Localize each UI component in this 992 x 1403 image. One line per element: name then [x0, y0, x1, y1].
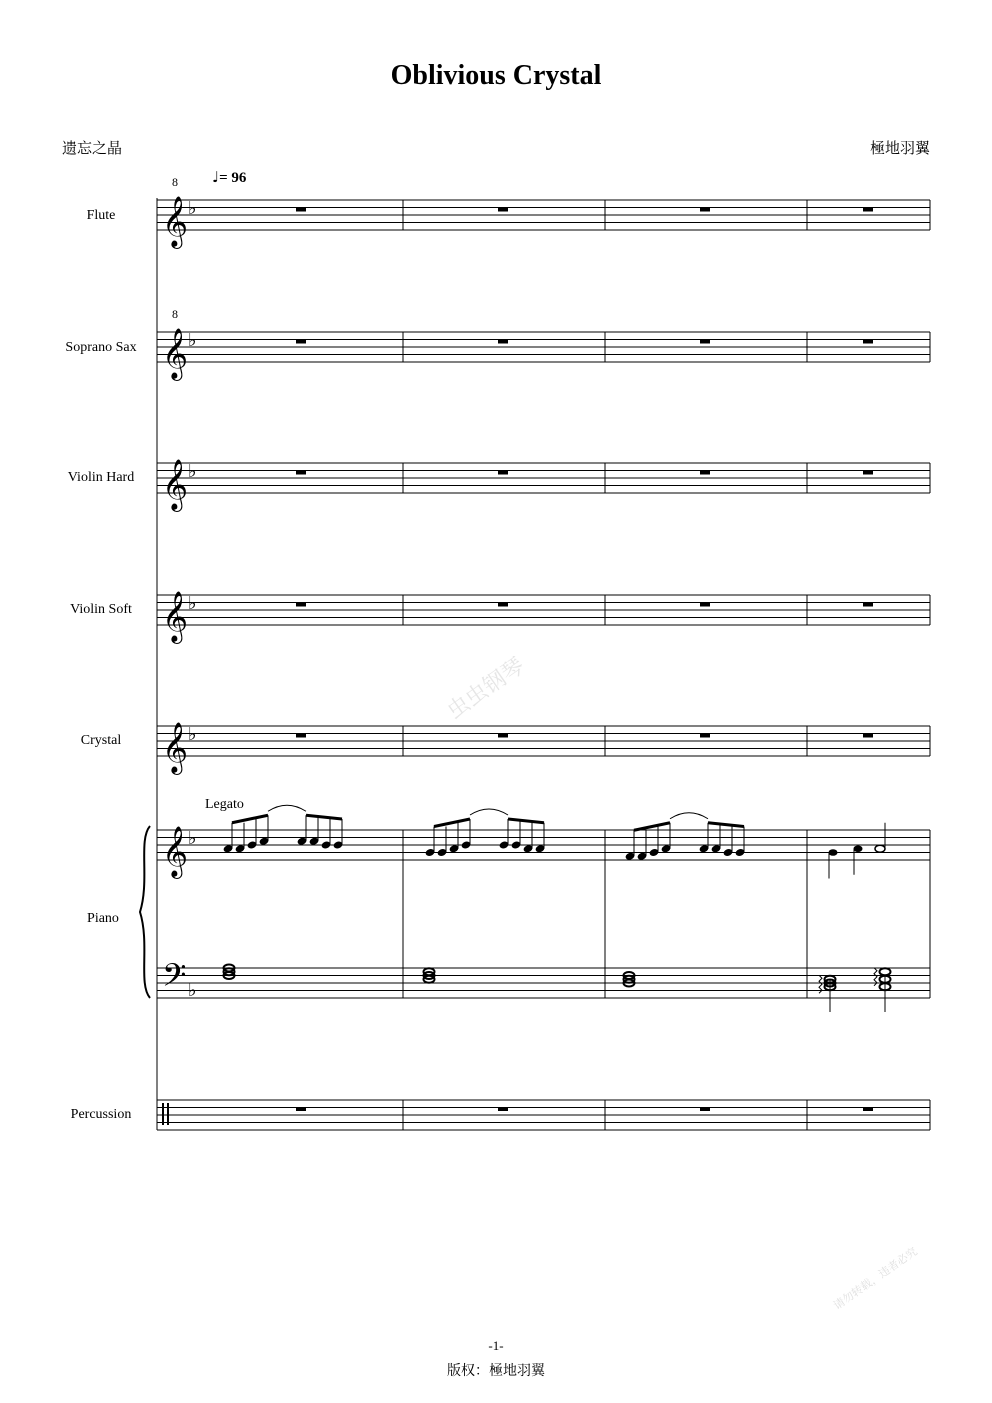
flat-key-signature-icon: ♭	[188, 724, 197, 745]
instrument-label-crystal: Crystal	[80, 733, 122, 748]
whole-rest	[863, 734, 873, 738]
subtitle: 遗忘之晶	[62, 139, 123, 157]
whole-rest	[863, 208, 873, 212]
whole-rest	[700, 734, 710, 738]
whole-rest	[498, 471, 508, 475]
whole-rest	[863, 1107, 873, 1111]
quarter-note-icon: ♩	[212, 168, 220, 186]
flat-key-signature-icon: ♭	[188, 593, 197, 614]
whole-rest	[700, 1107, 710, 1111]
whole-rest	[498, 1107, 508, 1111]
whole-rest	[498, 208, 508, 212]
treble-clef-icon: 𝄞	[162, 591, 189, 642]
instrument-label-violin-soft: Violin Soft	[70, 602, 132, 617]
whole-rest	[863, 603, 873, 607]
half-note-head	[875, 845, 885, 852]
bass-clef-icon: 𝄢	[162, 957, 187, 1001]
instrument-label-percussion: Percussion	[70, 1107, 132, 1122]
whole-rest	[296, 340, 306, 344]
piano-brace	[140, 826, 150, 998]
treble-clef-icon: 𝄞	[162, 459, 189, 510]
chord-note-head	[880, 968, 891, 975]
tie	[670, 813, 708, 819]
whole-rest	[700, 471, 710, 475]
watermark: 虫虫钢琴	[442, 653, 530, 725]
page-number: -1-	[488, 1338, 504, 1353]
staves	[157, 196, 930, 1130]
instrument-label-piano: Piano	[87, 911, 119, 926]
flat-key-signature-icon: ♭	[188, 461, 197, 482]
whole-rest	[498, 603, 508, 607]
note-head	[854, 845, 863, 852]
whole-rest	[296, 471, 306, 475]
flat-key-signature-icon: ♭	[188, 980, 197, 1001]
beam	[508, 819, 544, 823]
flat-key-signature-icon: ♭	[188, 828, 197, 849]
treble-clef-icon: 𝄞	[162, 196, 189, 247]
instrument-label-soprano-sax: Soprano Sax	[65, 340, 137, 355]
watermark-small: 请勿转载，违者必究	[831, 1244, 920, 1313]
copyright: 版权：極地羽翼	[447, 1363, 545, 1379]
instrument-label-violin-hard: Violin Hard	[67, 470, 135, 485]
instrument-label-flute: Flute	[86, 208, 116, 223]
page-title: Oblivious Crystal	[390, 60, 602, 91]
octave-mark-sax: 8	[172, 307, 178, 321]
beam	[232, 815, 268, 823]
tempo-value: = 96	[219, 170, 247, 186]
whole-rest	[700, 603, 710, 607]
whole-rest	[700, 340, 710, 344]
treble-clef-icon: 𝄞	[162, 328, 189, 379]
whole-rest	[498, 340, 508, 344]
whole-rest	[296, 603, 306, 607]
whole-rest	[863, 471, 873, 475]
beam	[434, 819, 470, 827]
beam	[306, 815, 342, 819]
flat-key-signature-icon: ♭	[188, 198, 197, 219]
expression-legato: Legato	[205, 797, 244, 812]
whole-rest	[700, 208, 710, 212]
treble-clef-icon: 𝄞	[162, 826, 189, 877]
whole-rest	[296, 1107, 306, 1111]
flat-key-signature-icon: ♭	[188, 330, 197, 351]
whole-rest	[296, 734, 306, 738]
composer: 極地羽翼	[869, 139, 930, 157]
octave-mark-flute: 8	[172, 175, 178, 189]
tie	[470, 809, 508, 815]
whole-rest	[498, 734, 508, 738]
treble-clef-icon: 𝄞	[162, 722, 189, 773]
beam	[634, 823, 670, 831]
tie	[268, 805, 306, 811]
beam	[708, 823, 744, 827]
note-head	[829, 849, 838, 856]
whole-rest	[863, 340, 873, 344]
whole-rest	[296, 208, 306, 212]
